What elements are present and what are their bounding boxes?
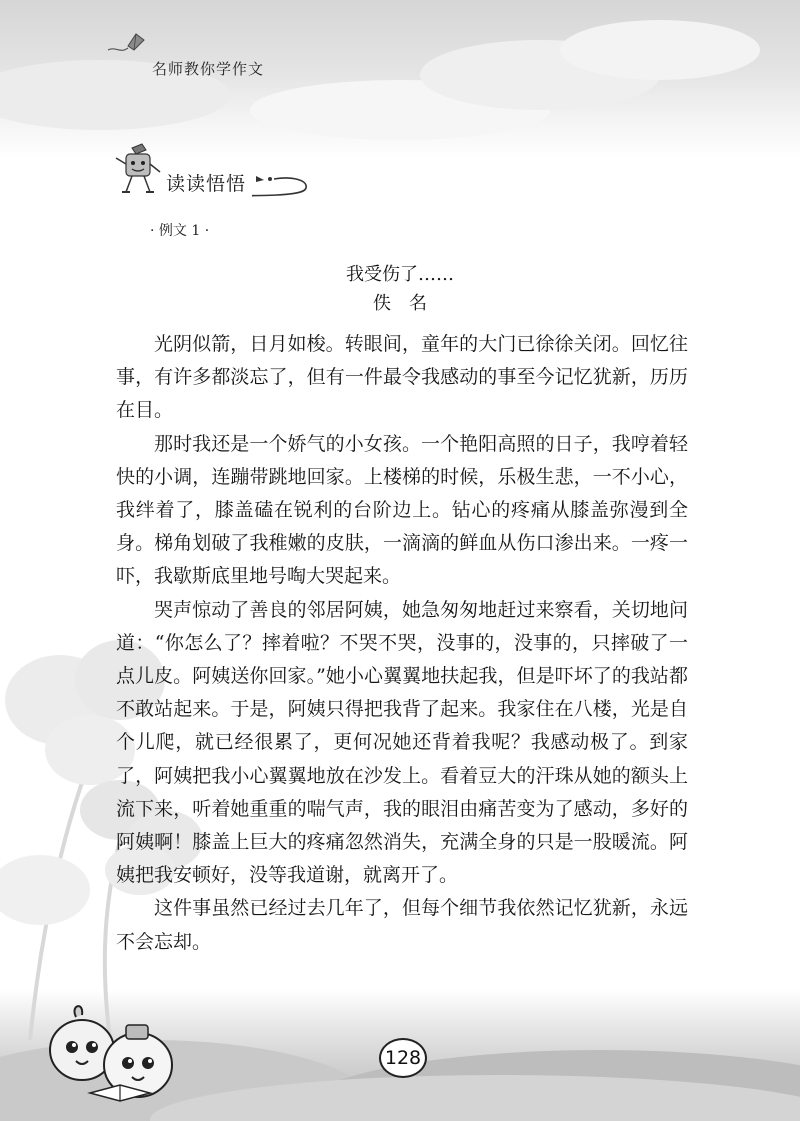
sky-background — [0, 0, 800, 160]
example-label: · 例文 1 · — [150, 223, 210, 239]
article-author: 佚名 — [373, 293, 445, 314]
page-number: 128 — [379, 1038, 427, 1078]
paragraph: 那时我还是一个娇气的小女孩。一个艳阳高照的日子，我哼着轻快的小调，连蹦带跳地回家。上楼梯的时候，乐极生悲，一不小心，我绊着了，膝盖磕在锐利的台阶边上。钻心的疼痛从膝盖弥漫到全身。梯角划破了我稚嫩的皮肤，一滴滴的鲜血从伤口渗出来。一疼一吓，我歇斯底里地号啕大哭起来。 — [116, 432, 688, 588]
article-title: 我受伤了…… — [346, 264, 454, 285]
pencil-mascot-icon — [112, 142, 164, 200]
cartoon-kids-reading-illustration — [40, 995, 190, 1105]
series-title: 名师教你学作文 — [152, 60, 265, 78]
paragraph: 这件事虽然已经过去几年了，但每个细节我依然记忆犹新，永远不会忘却。 — [116, 897, 688, 953]
swirl-arrow-icon — [252, 170, 312, 200]
cloud — [560, 20, 760, 80]
paragraph: 光阴似箭，日月如梭。转眼间，童年的大门已徐徐关闭。回忆往事，有许多都淡忘了，但有一件最令我感动的事至今记忆犹新，历历在目。 — [116, 333, 688, 422]
kite-icon — [106, 28, 146, 58]
section-title: 读读悟悟 — [166, 173, 247, 195]
section-header — [112, 142, 312, 202]
paragraph: 哭声惊动了善良的邻居阿姨，她急匆匆地赶过来察看，关切地问道：“你怎么了？摔着啦？不哭不哭，没事的，没事的，只摔破了一点儿皮。阿姨送你回家。”她小心翼翼地扶起我，但是吓坏了的我站都不敢站起来。于是，阿姨只得把我背了起来。我家住在八楼，光是自个儿爬，就已经很累了，更何况她还背着我呢？我感动极了。到家了，阿姨把我小心翼翼地放在沙发上。看着豆大的汗珠从她的额头上流下来，听着她重重的喘气声，我的眼泪由痛苦变为了感动，多好的阿姨啊！膝盖上巨大的疼痛忽然消失，充满全身的只是一股暖流。阿姨把我安顿好，没等我道谢，就离开了。 — [116, 598, 688, 887]
article-body — [116, 328, 688, 959]
